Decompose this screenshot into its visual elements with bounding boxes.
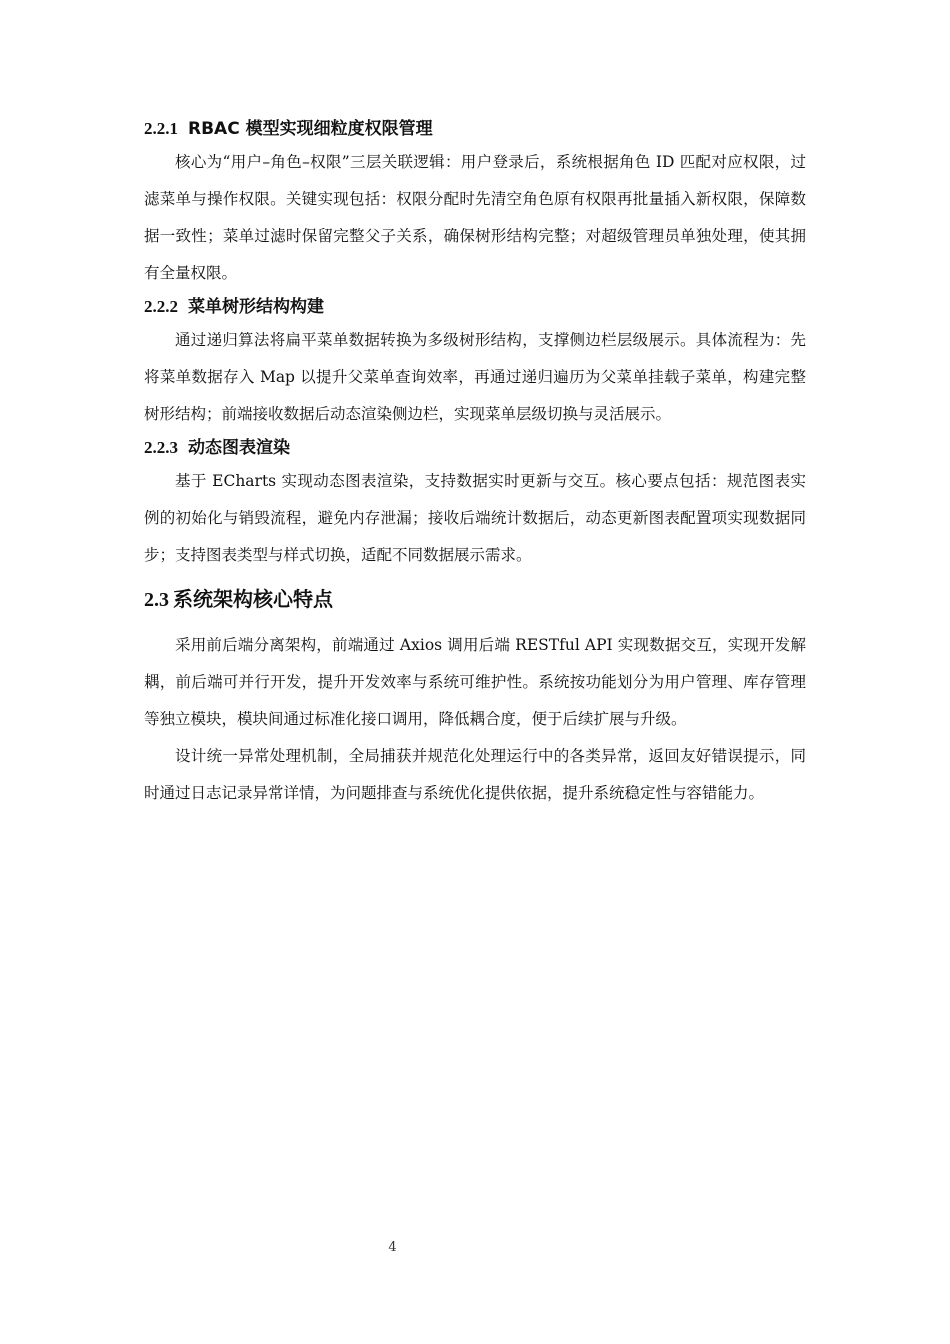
section-heading-2-3 [144, 584, 806, 615]
section-title: 系统架构核心特点 [173, 587, 333, 611]
section-heading-2-2-2 [144, 292, 806, 322]
section-number: 2.2.1 [144, 119, 178, 138]
paragraph-architecture: 采用前后端分离架构，前端通过 Axios 调用后端 RESTful API 实现数据交互，实现开发解耦，前后端可并行开发，提升开发效率与系统可维护性。系统按功能划分为用户管理、库存管理等独立模块，模块间通过标准化接口调用，降低耦合度，便于后续扩展与升级。 [144, 636, 806, 728]
page-number: 4 [388, 1240, 397, 1255]
section-number: 2.2.2 [144, 297, 178, 316]
paragraph-exception-handling: 设计统一异常处理机制，全局捕获并规范化处理运行中的各类异常，返回友好错误提示，同时通过日志记录异常详情，为问题排查与系统优化提供依据，提升系统稳定性与容错能力。 [144, 747, 806, 802]
paragraph-dynamic-charts: 基于 ECharts 实现动态图表渲染，支持数据实时更新与交互。核心要点包括：规范图表实例的初始化与销毁流程，避免内存泄漏；接收后端统计数据后，动态更新图表配置项实现数据同步；支持图表类型与样式切换，适配不同数据展示需求。 [144, 472, 806, 564]
section-heading-2-2-1 [144, 114, 806, 144]
paragraph-rbac: 核心为“用户–角色–权限”三层关联逻辑：用户登录后，系统根据角色 ID 匹配对应权限，过滤菜单与操作权限。关键实现包括：权限分配时先清空角色原有权限再批量插入新权限，保障数据一致性；菜单过滤时保留完整父子关系，确保树形结构完整；对超级管理员单独处理，使其拥有全量权限。 [144, 153, 806, 282]
section-title: 动态图表渲染 [188, 438, 290, 458]
section-number: 2.3 [144, 589, 169, 611]
page-content [144, 114, 806, 812]
section-heading-2-2-3 [144, 433, 806, 463]
paragraph-menu-tree: 通过递归算法将扁平菜单数据转换为多级树形结构，支撑侧边栏层级展示。具体流程为：先将菜单数据存入 Map 以提升父菜单查询效率，再通过递归遍历为父菜单挂载子菜单，构建完整树形结构；前端接收数据后动态渲染侧边栏，实现菜单层级切换与灵活展示。 [144, 331, 806, 423]
section-number: 2.2.3 [144, 438, 178, 457]
section-title: 菜单树形结构构建 [188, 297, 324, 317]
section-title: RBAC 模型实现细粒度权限管理 [188, 119, 433, 139]
